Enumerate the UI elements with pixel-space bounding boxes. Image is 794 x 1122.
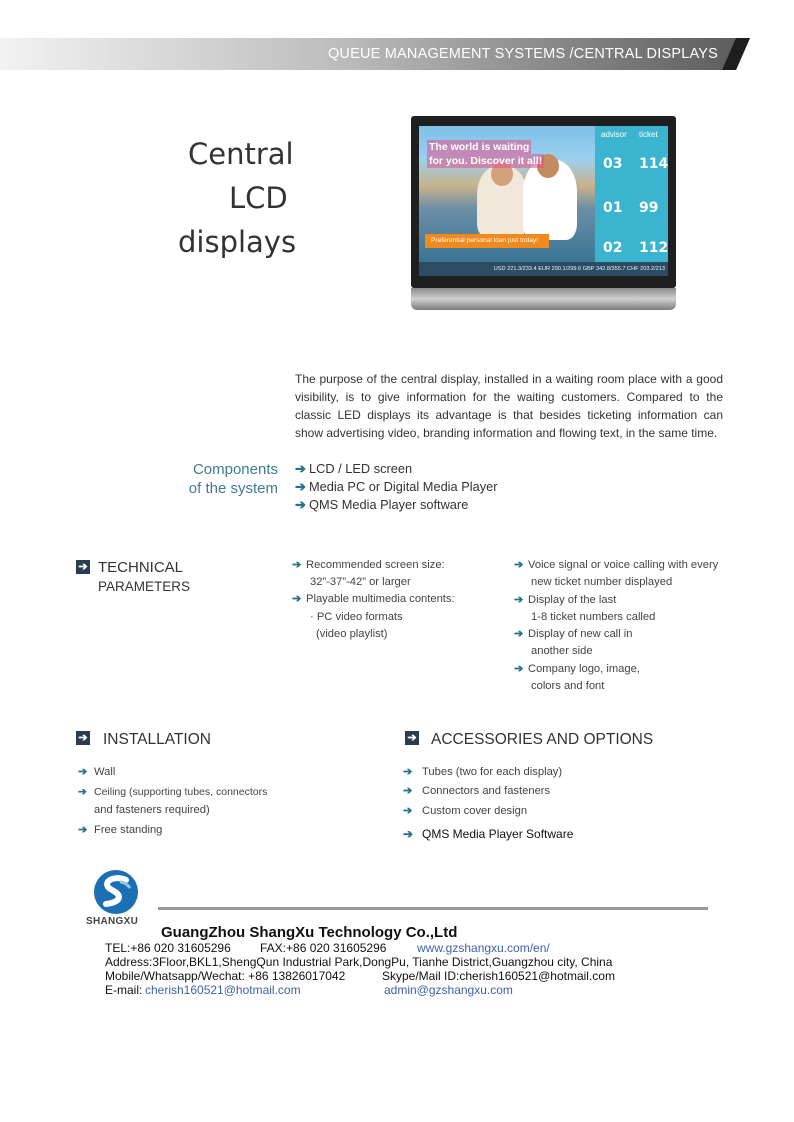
tv-bezel bbox=[411, 116, 676, 288]
accessory-item bbox=[403, 803, 527, 820]
tech-item bbox=[514, 557, 718, 574]
installation-item bbox=[78, 764, 115, 781]
ticket-number: 114 bbox=[639, 156, 668, 172]
advisor-number: 03 bbox=[603, 156, 623, 172]
section-arrow-icon: ➔ bbox=[76, 560, 90, 574]
arrow-right-icon: ➔ bbox=[403, 785, 413, 797]
component-item bbox=[295, 497, 468, 513]
installation-item-text: Free standing bbox=[94, 824, 163, 836]
contact-email-label: E-mail: bbox=[105, 983, 143, 997]
installation-title: INSTALLATION bbox=[103, 731, 211, 748]
installation-item-text: Wall bbox=[94, 766, 116, 778]
tech-item-cont: colors and font bbox=[531, 680, 605, 692]
accessory-item-text: Custom cover design bbox=[422, 805, 528, 817]
tech-item-text: Company logo, image, bbox=[528, 663, 640, 675]
accessories-title: ACCESSORIES AND OPTIONS bbox=[431, 731, 654, 748]
arrow-right-icon: ➔ bbox=[295, 461, 306, 476]
component-item-text: Media PC or Digital Media Player bbox=[309, 479, 498, 494]
installation-item bbox=[78, 822, 162, 839]
component-item-text: LCD / LED screen bbox=[309, 461, 413, 476]
tech-item-text: Recommended screen size: bbox=[306, 559, 445, 571]
tech-item-text: Voice signal or voice calling with every bbox=[528, 559, 719, 571]
tech-item bbox=[514, 661, 640, 678]
contact-skype: Skype/Mail ID:cherish160521@hotmail.com bbox=[382, 969, 615, 983]
accessory-item-text: Tubes (two for each display) bbox=[422, 766, 563, 778]
tech-item-cont: another side bbox=[531, 645, 593, 657]
page-title-line2: LCD bbox=[229, 181, 288, 215]
arrow-right-icon: ➔ bbox=[78, 824, 88, 836]
technical-title-line2: PARAMETERS bbox=[98, 579, 191, 594]
tech-item-text: Display of new call in bbox=[528, 628, 633, 640]
contact-address: Address:3Floor,BKL1,ShengQun Industrial Park,DongPu, Tianhe District,Guangzhou city, China bbox=[105, 955, 613, 969]
component-item-text: QMS Media Player software bbox=[309, 497, 469, 512]
company-name: GuangZhou ShangXu Technology Co.,Ltd bbox=[161, 924, 458, 941]
arrow-right-icon: ➔ bbox=[514, 559, 524, 571]
installation-item-cont: and fasteners required) bbox=[94, 804, 210, 816]
tv-stand bbox=[411, 288, 676, 310]
tech-item-text: Playable multimedia contents: bbox=[306, 593, 455, 605]
components-label-line1: Components bbox=[192, 461, 278, 478]
tech-item-cont: (video playlist) bbox=[316, 628, 388, 640]
tech-item bbox=[292, 591, 455, 608]
footer-divider bbox=[158, 907, 708, 910]
tech-item-cont: new ticket number displayed bbox=[531, 576, 673, 588]
section-arrow-icon: ➔ bbox=[76, 731, 90, 745]
email-link-2[interactable]: admin@gzshangxu.com bbox=[384, 983, 513, 997]
arrow-right-icon: ➔ bbox=[514, 663, 524, 675]
advisor-number: 02 bbox=[603, 240, 623, 256]
arrow-right-icon: ➔ bbox=[514, 594, 524, 606]
arrow-right-icon: ➔ bbox=[78, 786, 87, 798]
website-link[interactable]: www.gzshangxu.com/en/ bbox=[417, 941, 550, 955]
logo-text: SHANGXU bbox=[86, 916, 139, 927]
contact-fax: FAX:+86 020 31605296 bbox=[260, 941, 387, 955]
ticket-panel bbox=[595, 126, 668, 262]
installation-item bbox=[78, 784, 267, 801]
tech-item-cont: · PC video formats bbox=[310, 611, 403, 623]
component-item bbox=[295, 479, 497, 495]
col-ticket-header: ticket bbox=[639, 130, 658, 139]
arrow-right-icon: ➔ bbox=[78, 766, 88, 778]
installation-item-text: Ceiling (supporting tubes, connectors bbox=[94, 786, 268, 798]
page-title-line1: Central bbox=[188, 137, 294, 171]
technical-title-line1: TECHNICAL bbox=[98, 559, 184, 576]
ticket-number: 99 bbox=[639, 200, 659, 216]
central-display-photo bbox=[411, 116, 676, 310]
shangxu-logo-icon bbox=[86, 868, 146, 920]
accessory-item bbox=[403, 826, 573, 843]
contact-mobile: Mobile/Whatsapp/Wechat: +86 13826017042 bbox=[105, 969, 346, 983]
accessory-item-text: Connectors and fasteners bbox=[422, 785, 551, 797]
col-advisor-header: advisor bbox=[601, 130, 627, 139]
arrow-right-icon: ➔ bbox=[403, 805, 413, 817]
page-header bbox=[0, 38, 750, 70]
screen-ticker: USD 221.3/233.4 EUR 290.1/299.6 GBP 342.8/355.7 CHF 203.2/213 bbox=[419, 262, 668, 276]
arrow-right-icon: ➔ bbox=[403, 766, 413, 778]
tech-item bbox=[514, 626, 632, 643]
slogan-line2: for you. Discover it all! bbox=[429, 155, 543, 168]
arrow-right-icon: ➔ bbox=[295, 479, 306, 494]
screen-promo-banner: Preferential personal loan just today! bbox=[425, 234, 549, 248]
page-title-line3: displays bbox=[178, 225, 297, 259]
arrow-right-icon: ➔ bbox=[295, 497, 306, 512]
tv-screen bbox=[419, 126, 668, 276]
arrow-right-icon: ➔ bbox=[514, 628, 524, 640]
company-logo bbox=[86, 868, 150, 932]
accessory-item-text: QMS Media Player Software bbox=[422, 827, 574, 841]
tech-item-cont: 32”-37”-42” or larger bbox=[310, 576, 411, 588]
email-link-1[interactable]: cherish160521@hotmail.com bbox=[145, 983, 301, 997]
advisor-number: 01 bbox=[603, 200, 623, 216]
arrow-right-icon: ➔ bbox=[292, 593, 302, 605]
slogan-line1: The world is waiting bbox=[429, 141, 530, 153]
header-title: QUEUE MANAGEMENT SYSTEMS /CENTRAL DISPLAYS bbox=[327, 46, 718, 62]
section-arrow-icon: ➔ bbox=[405, 731, 419, 745]
accessory-item bbox=[403, 764, 562, 781]
tech-item bbox=[514, 592, 616, 609]
tech-item-cont: 1-8 ticket numbers called bbox=[531, 611, 656, 623]
promo-photo bbox=[419, 126, 595, 276]
accessory-item bbox=[403, 783, 550, 800]
screen-slogan bbox=[427, 140, 544, 168]
components-label bbox=[170, 460, 278, 498]
intro-paragraph: The purpose of the central display, installed in a waiting room place with a good visibility, is to give information for the waiting customers. Compared to the classic LED displays its advantage is that besides ticketing information can show advertising video, branding information and flowing text, in the same time. bbox=[295, 372, 723, 440]
components-label-line2: of the system bbox=[188, 480, 278, 497]
contact-tel: TEL:+86 020 31605296 bbox=[105, 941, 231, 955]
ticket-number: 112 bbox=[639, 240, 668, 256]
arrow-right-icon: ➔ bbox=[403, 827, 414, 841]
arrow-right-icon: ➔ bbox=[292, 559, 302, 571]
tech-item-text: Display of the last bbox=[528, 594, 617, 606]
component-item bbox=[295, 461, 412, 477]
tech-item bbox=[292, 557, 445, 574]
